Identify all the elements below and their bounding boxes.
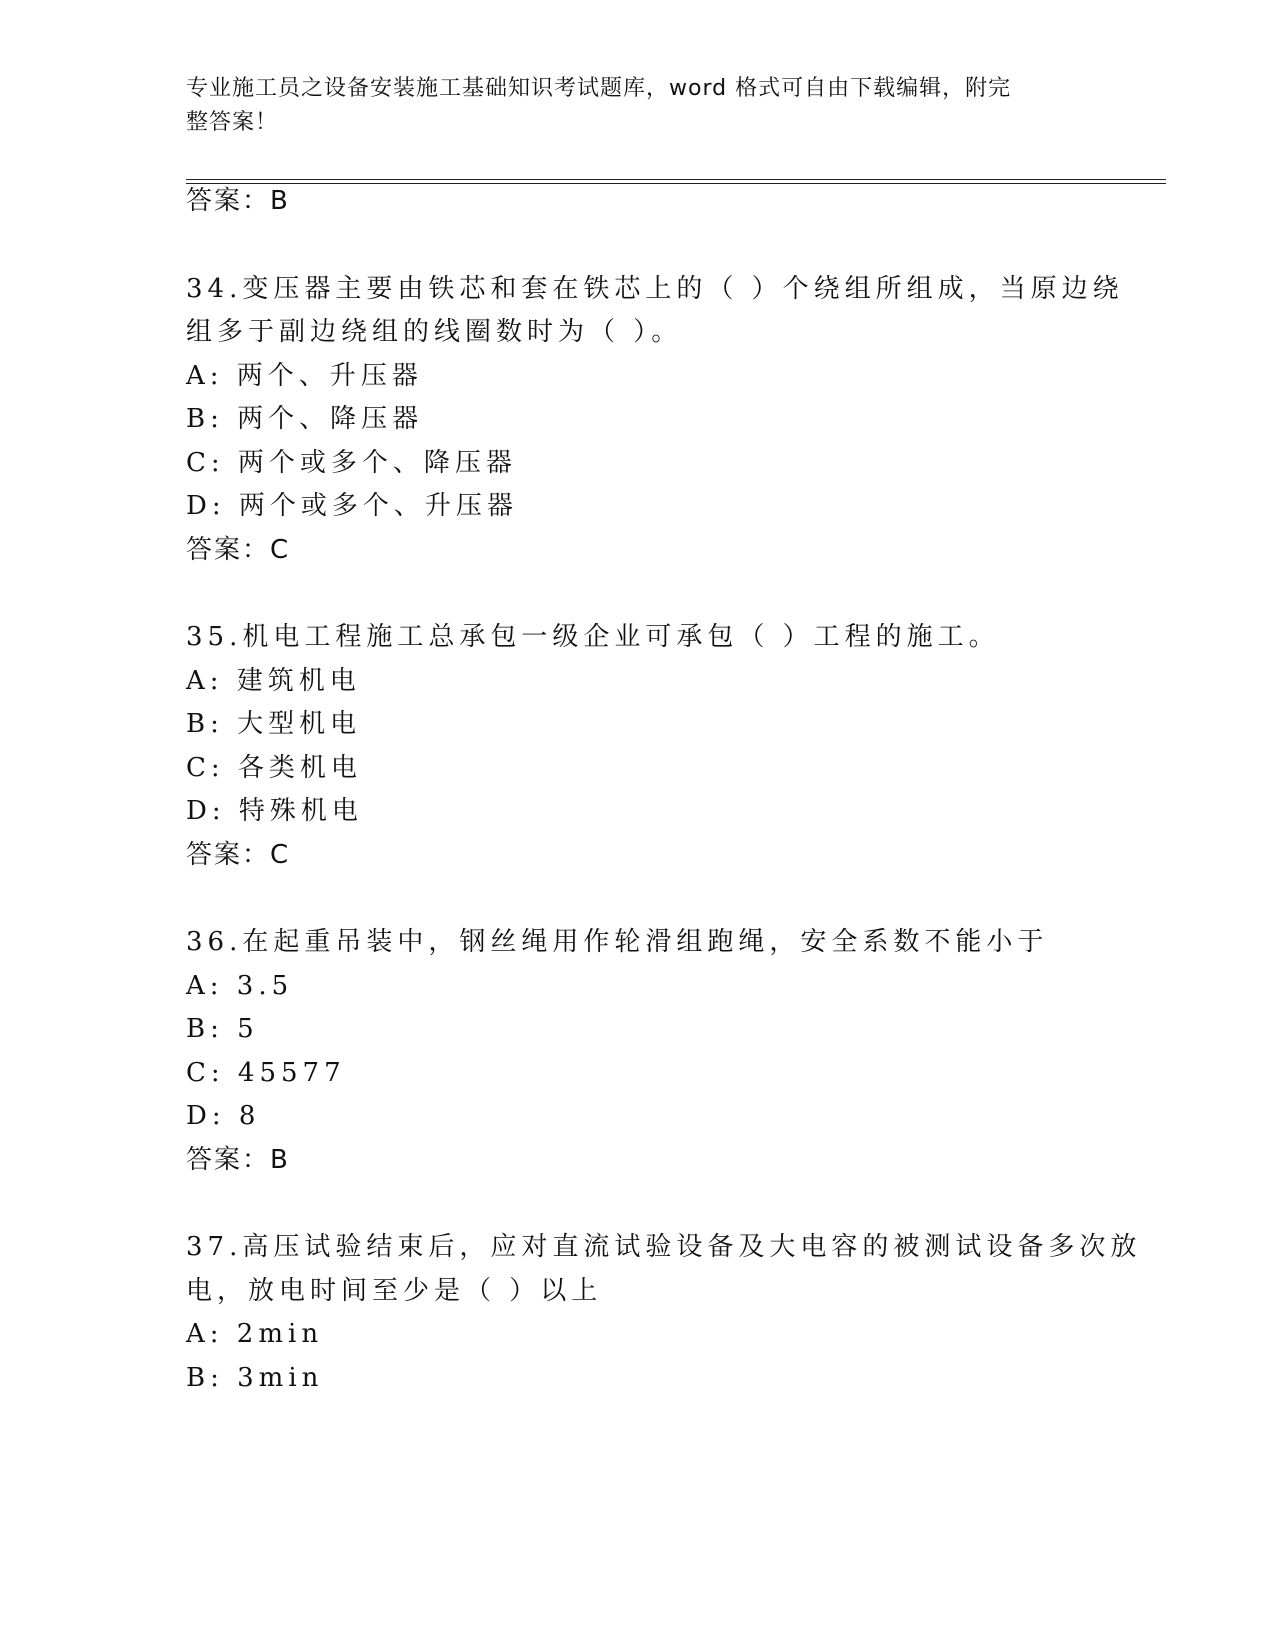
question-35-option-c: C: 各类机电 xyxy=(186,753,362,783)
question-36-option-d: D: 8 xyxy=(186,1101,261,1131)
question-35-option-a: A: 建筑机电 xyxy=(186,666,361,696)
document-header xyxy=(186,72,1066,140)
question-34-stem-line-1: 34.变压器主要由铁芯和套在铁芯上的（ ）个绕组所组成，当原边绕 xyxy=(186,274,1124,304)
question-36-option-a: A: 3.5 xyxy=(186,971,294,1001)
question-34-stem-line-2: 组多于副边绕组的线圈数时为（ ）。 xyxy=(186,317,683,347)
previous-answer: 答案：B xyxy=(186,186,290,216)
question-36-answer: 答案：B xyxy=(186,1145,290,1175)
question-37-stem-line-2: 电，放电时间至少是（ ）以上 xyxy=(186,1276,603,1306)
question-36-stem-line-1: 36.在起重吊装中，钢丝绳用作轮滑组跑绳，安全系数不能小于 xyxy=(186,927,1049,957)
question-36-option-c: C: 45577 xyxy=(186,1058,346,1088)
question-35-stem-line-1: 35.机电工程施工总承包一级企业可承包（ ）工程的施工。 xyxy=(186,622,1000,652)
question-36-option-b: B: 5 xyxy=(186,1014,259,1044)
header-divider xyxy=(186,179,1166,184)
question-34-option-b: B: 两个、降压器 xyxy=(186,404,424,434)
question-37-option-a: A: 2min xyxy=(186,1319,324,1349)
question-37-stem-line-1: 37.高压试验结束后，应对直流试验设备及大电容的被测试设备多次放 xyxy=(186,1232,1142,1262)
question-34-option-c: C: 两个或多个、降压器 xyxy=(186,448,517,478)
question-35-option-b: B: 大型机电 xyxy=(186,709,362,739)
question-37-option-b: B: 3min xyxy=(186,1363,324,1393)
question-34-option-a: A: 两个、升压器 xyxy=(186,361,423,391)
header-line-1: 专业施工员之设备安装施工基础知识考试题库，word 格式可自由下载编辑，附完 xyxy=(186,76,1012,101)
header-line-2: 整答案！ xyxy=(186,110,279,135)
question-35-option-d: D: 特殊机电 xyxy=(186,796,363,826)
question-35-answer: 答案：C xyxy=(186,840,291,870)
question-34-answer: 答案：C xyxy=(186,535,291,565)
question-34-option-d: D: 两个或多个、升压器 xyxy=(186,491,518,521)
